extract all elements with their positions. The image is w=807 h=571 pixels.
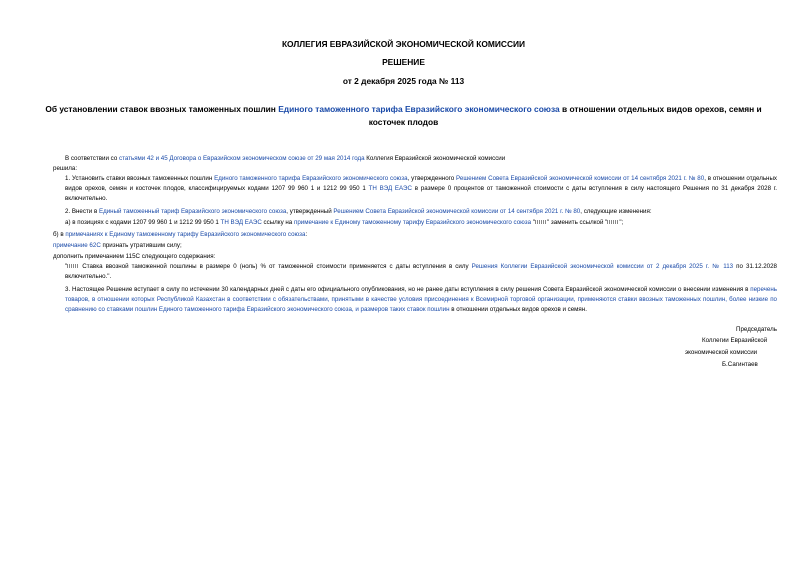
item-2a-text-2: ссылку на xyxy=(261,219,294,226)
item-2-tariff-link[interactable]: Единый таможенный тариф Евразийского экономического союза xyxy=(98,208,287,215)
item-2-text-1: 2. Внести в xyxy=(65,208,99,215)
new-note-marker-icon xyxy=(607,220,619,224)
item-2b-add-note: дополнить примечанием 115С следующего содержания: xyxy=(53,253,216,260)
preamble xyxy=(65,155,505,163)
item-2b-text-1: б) в xyxy=(53,231,66,238)
title-text-1: Об установлении ставок ввозных таможенных пошлин xyxy=(45,104,279,114)
preamble-text-1: В соответствии со xyxy=(65,155,119,162)
item-3-text-1: 3. Настоящее Решение вступает в силу по истечении 30 календарных дней с даты его официального опубликования, но не ранее даты вступления в силу решения Совета Евразийской экономической комиссии о внесении изменения в xyxy=(65,286,751,293)
title-tariff-link[interactable]: Единого таможенного тарифа Евразийского экономического союза xyxy=(278,104,560,114)
document-type: РЕШЕНИЕ xyxy=(382,57,425,67)
note-115c-text-1: Ставка ввозной таможенной пошлины в размере 0 (ноль) % от таможенной стоимости применяется с даты вступления в силу xyxy=(79,263,472,270)
item-1-council-decision-link[interactable]: Решением Совета Евразийской экономической комиссии от 14 сентября 2021 г. № 80 xyxy=(456,175,705,182)
signature-title-2: Коллегии Евразийской xyxy=(702,337,768,344)
item-2-text-2: , утвержденный xyxy=(286,208,334,215)
item-2b-text-2: : xyxy=(305,231,308,238)
item-1-tn-ved-link[interactable]: ТН ВЭД ЕАЭС xyxy=(368,185,412,192)
item-2-council-decision-link[interactable]: Решением Совета Евразийской экономической комиссии от 14 сентября 2021 г. № 80 xyxy=(333,208,581,215)
item-2a-text-3: " xyxy=(531,219,535,226)
board-decision-link[interactable]: Решения Коллегии Евразийской экономической комиссии от 2 декабря 2025 г. № 113 xyxy=(471,263,734,270)
item-2b-tariff-notes-link[interactable]: примечаниях к Единому таможенному тарифу Евразийского экономического союза xyxy=(65,231,306,238)
organization-heading: КОЛЛЕГИЯ ЕВРАЗИЙСКОЙ ЭКОНОМИЧЕСКОЙ КОМИССИИ xyxy=(281,39,526,49)
item-3-text-2: в отношении отдельных видов орехов и семян. xyxy=(449,306,587,313)
treaty-articles-link[interactable]: статьями 42 и 45 Договора о Евразийском экономическом союзе от 29 мая 2014 года xyxy=(118,155,365,162)
note-62c-link[interactable]: примечание 62С xyxy=(53,242,101,249)
signature-title-3: экономической комиссии xyxy=(685,349,758,356)
note-115c-marker-icon xyxy=(67,264,79,268)
item-1-text-2: , утвержденного xyxy=(407,175,457,182)
item-2-text-3: , следующие изменения: xyxy=(580,208,652,215)
note-115c-text-2: по 31.12.2028 включительно.". xyxy=(65,263,777,280)
note-115c-open-quote: " xyxy=(65,263,68,270)
item-1-text-3: , в отношении отдельных видов орехов, семян и косточек плодов, классифицируемых кодами 1207 99 960 1 и 1212 99 950 1 xyxy=(65,175,778,192)
signatory-name: Б.Сагинтаев xyxy=(722,361,758,368)
item-2a-tn-ved-link[interactable]: ТН ВЭД ЕАЭС xyxy=(220,219,262,226)
note-115c-paragraph xyxy=(65,262,777,282)
old-note-marker-icon xyxy=(535,220,547,224)
item-1-text-4: в размере 0 процентов от таможенной стоимости с даты вступления в силу настоящего Решения по 31 декабря 2028 г. включительно. xyxy=(65,185,777,202)
item-1-tariff-link[interactable]: Единого таможенного тарифа Евразийского экономического союза xyxy=(214,175,408,182)
item-2a-text-1: а) в позициях с кодами 1207 99 960 1 и 1212 99 950 1 xyxy=(65,219,221,226)
item-2b-note-62c xyxy=(53,242,182,250)
item-2b-text-3: признать утратившим силу; xyxy=(100,242,182,249)
decided-label: решила: xyxy=(53,165,78,172)
item-1-paragraph xyxy=(65,174,777,204)
kazakhstan-goods-list-link[interactable]: перечень товаров, в отношении которых Республикой Казахстан в соответствии с обязательствами, принятыми в качестве условия присоединения к Всемирной торговой организации, применяются ставки ввозных таможенных пошлин, более низкие по сравнению со ставками пошлин Единого таможенного тарифа Евразийского экономического союза, и размеров таких ставок пошлин xyxy=(65,286,777,313)
item-2a xyxy=(65,219,623,227)
item-2-intro xyxy=(65,208,652,216)
item-2a-text-4: " заменить ссылкой " xyxy=(547,219,608,226)
item-2a-tariff-note-link[interactable]: примечание к Единому таможенному тарифу Евразийского экономического союза xyxy=(293,219,532,226)
item-2b xyxy=(53,231,307,239)
item-2a-text-5: "; xyxy=(619,219,624,226)
title-text-2: в отношении отдельных видов орехов, семян и косточек плодов xyxy=(368,104,762,127)
item-3-paragraph xyxy=(65,285,777,315)
document-date-number: от 2 декабря 2025 года № 113 xyxy=(342,76,465,86)
signature-title-1: Председатель xyxy=(736,326,777,333)
preamble-text-2: Коллегия Евразийской экономической комиссии xyxy=(364,155,506,162)
document-title xyxy=(40,103,767,129)
item-1-text-1: 1. Установить ставки ввозных таможенных пошлин xyxy=(65,175,215,182)
